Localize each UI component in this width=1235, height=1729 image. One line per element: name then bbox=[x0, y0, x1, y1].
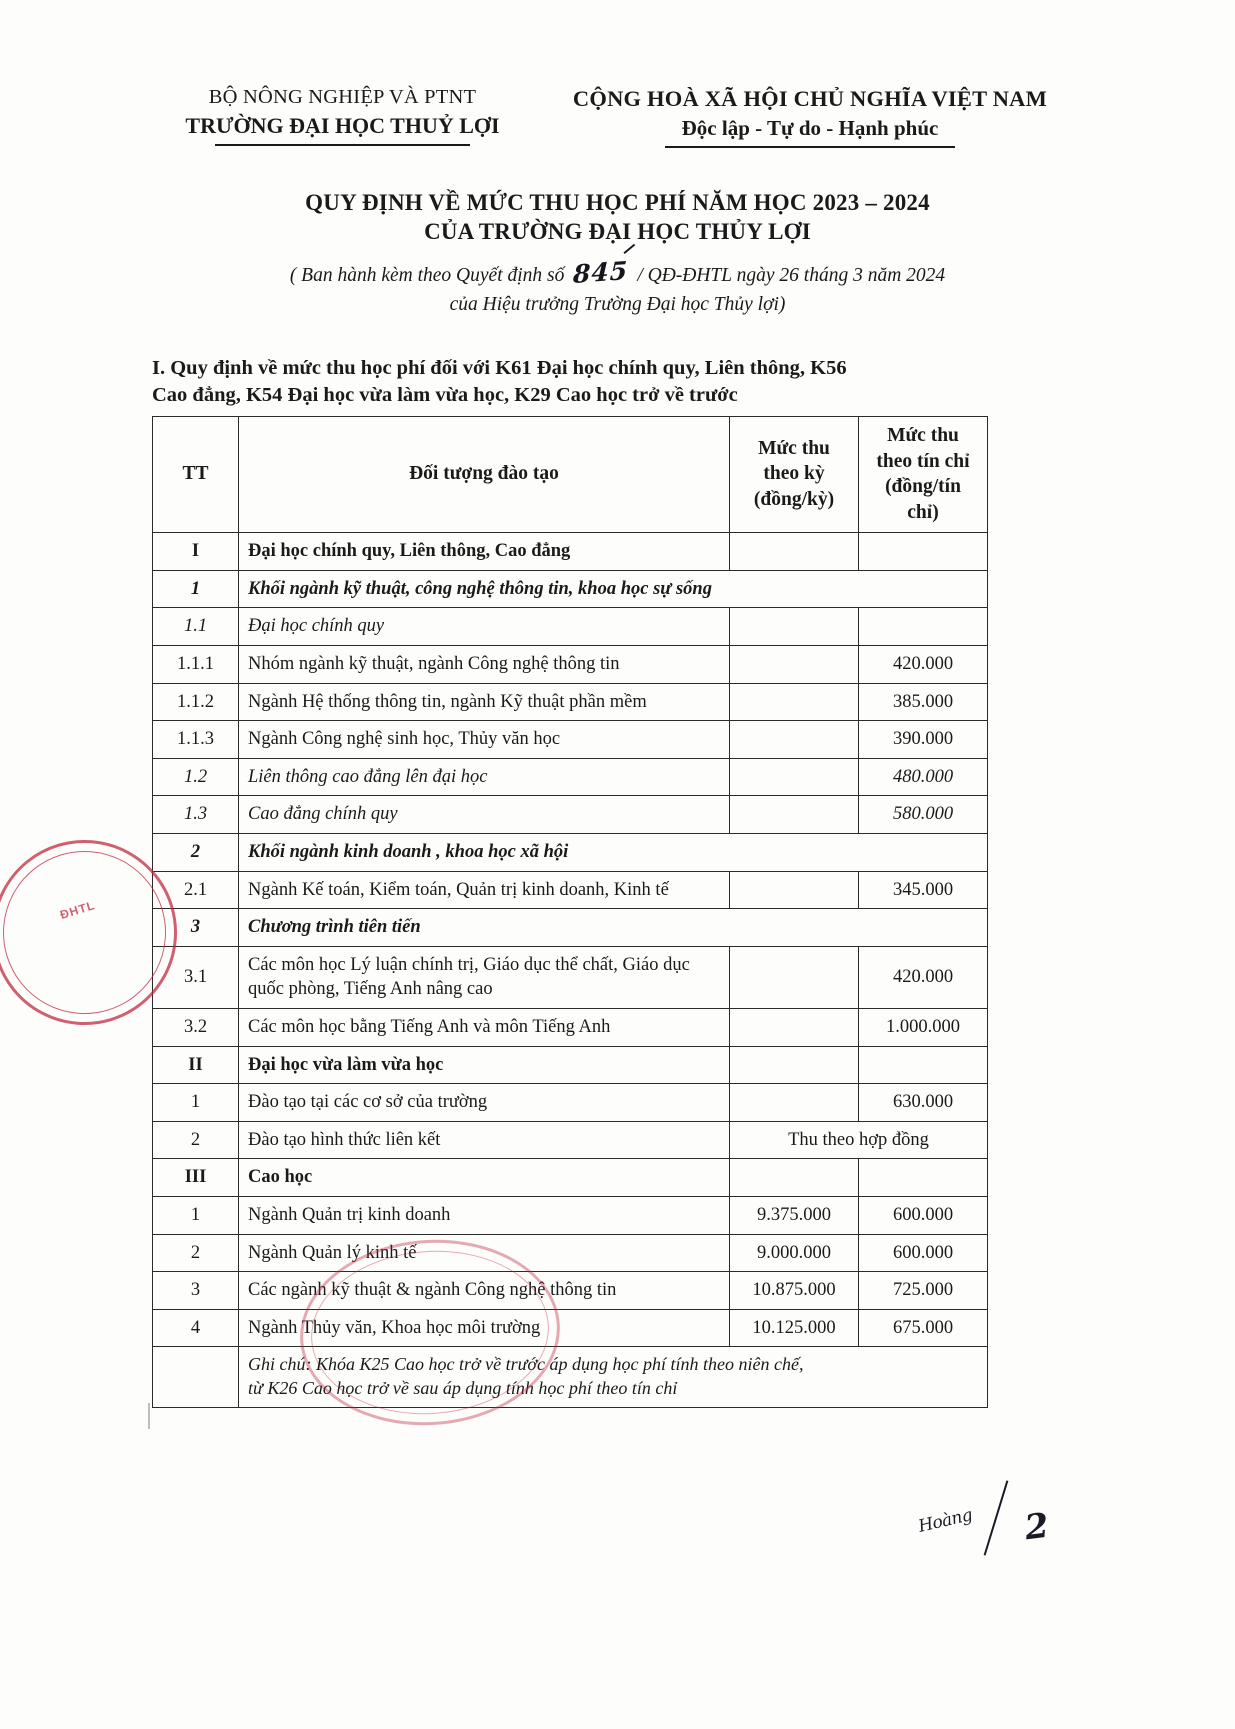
per-credit-line2: theo tín chỉ bbox=[876, 450, 970, 472]
table-row bbox=[153, 1009, 988, 1047]
cell-fee-per-credit: 420.000 bbox=[859, 646, 988, 684]
cell-object: Các môn học bằng Tiếng Anh và môn Tiếng Anh bbox=[239, 1009, 730, 1047]
cell-object: Nhóm ngành kỹ thuật, ngành Công nghệ thông tin bbox=[239, 646, 730, 684]
cell-object: Đào tạo tại các cơ sở của trường bbox=[239, 1084, 730, 1122]
cell-fee-per-credit: 390.000 bbox=[859, 721, 988, 759]
table-row bbox=[153, 946, 988, 1008]
cell-fee-per-credit bbox=[859, 608, 988, 646]
cell-tt: I bbox=[153, 533, 239, 571]
cell-ghi-chu-note bbox=[239, 1347, 988, 1408]
table-row bbox=[153, 721, 988, 759]
handwritten-signature: Hoàng bbox=[916, 1505, 975, 1537]
table-row bbox=[153, 683, 988, 721]
table-row bbox=[153, 871, 988, 909]
header-rule-left bbox=[215, 144, 470, 146]
table-row bbox=[153, 1084, 988, 1122]
cell-fee-per-credit: 345.000 bbox=[859, 871, 988, 909]
table-row bbox=[153, 1196, 988, 1234]
country-name: CỘNG HOÀ XÃ HỘI CHỦ NGHĨA VIỆT NAM bbox=[572, 86, 1048, 111]
cell-object: Khối ngành kỹ thuật, công nghệ thông tin, khoa học sự sống bbox=[239, 570, 988, 608]
cell-tt: 1.1.1 bbox=[153, 646, 239, 684]
table-row bbox=[153, 1159, 988, 1197]
cell-tt: II bbox=[153, 1046, 239, 1084]
document-title-line2: CỦA TRƯỜNG ĐẠI HỌC THỦY LỢI bbox=[424, 219, 811, 245]
per-term-line1: Mức thu bbox=[758, 437, 830, 459]
table-row bbox=[153, 758, 988, 796]
cell-fee-per-term bbox=[730, 1046, 859, 1084]
cell-fee-per-credit: 600.000 bbox=[859, 1234, 988, 1272]
fee-table-head bbox=[153, 416, 988, 533]
cell-fee-per-term bbox=[730, 608, 859, 646]
cell-fee-per-term bbox=[730, 1009, 859, 1047]
ministry-block bbox=[150, 86, 535, 148]
cell-object: Khối ngành kinh doanh , khoa học xã hội bbox=[239, 834, 988, 872]
cell-tt: 1 bbox=[153, 570, 239, 608]
table-row bbox=[153, 909, 988, 947]
table-row bbox=[153, 533, 988, 571]
fee-table bbox=[152, 416, 988, 1409]
cell-fee-per-term bbox=[730, 533, 859, 571]
cell-tt: 1.3 bbox=[153, 796, 239, 834]
cell-fee-per-credit: 385.000 bbox=[859, 683, 988, 721]
cell-fee-per-term bbox=[730, 796, 859, 834]
cell-tt: 1.1 bbox=[153, 608, 239, 646]
handwritten-slash-mark bbox=[983, 1480, 1008, 1555]
cell-object: Đại học vừa làm vừa học bbox=[239, 1046, 730, 1084]
cell-object: Đại học chính quy bbox=[239, 608, 730, 646]
cell-tt: 3 bbox=[153, 1272, 239, 1310]
cell-fee-per-credit: 600.000 bbox=[859, 1196, 988, 1234]
per-term-unit: (đồng/kỳ) bbox=[753, 489, 835, 511]
cell-object: Ngành Quản lý kinh tế bbox=[239, 1234, 730, 1272]
cell-object: Ngành Kế toán, Kiểm toán, Quản trị kinh doanh, Kinh tế bbox=[239, 871, 730, 909]
document-subtitle bbox=[150, 255, 1085, 318]
cell-tt: 2 bbox=[153, 834, 239, 872]
cell-fee-per-credit: 480.000 bbox=[859, 758, 988, 796]
table-row bbox=[153, 1272, 988, 1310]
cell-tt: 1 bbox=[153, 1196, 239, 1234]
cell-object: Đại học chính quy, Liên thông, Cao đẳng bbox=[239, 533, 730, 571]
col-header-tt: TT bbox=[153, 416, 239, 533]
ministry-name: BỘ NÔNG NGHIỆP VÀ PTNT bbox=[208, 86, 477, 108]
cell-object: Ngành Quản trị kinh doanh bbox=[239, 1196, 730, 1234]
university-name: TRƯỜNG ĐẠI HỌC THUỶ LỢI bbox=[185, 113, 500, 138]
cell-tt: 3.1 bbox=[153, 946, 239, 1008]
handwritten-page-number: 2 bbox=[1022, 1505, 1052, 1549]
cell-fee-per-term bbox=[730, 646, 859, 684]
table-row bbox=[153, 1234, 988, 1272]
national-motto: Độc lập - Tự do - Hạnh phúc bbox=[681, 116, 939, 140]
cell-fee-per-term bbox=[730, 683, 859, 721]
per-credit-unit: (đồng/tín chỉ) bbox=[885, 476, 961, 524]
cell-fee-per-term bbox=[730, 758, 859, 796]
decision-suffix: / QĐ-ĐHTL ngày 26 tháng 3 năm 2024 bbox=[637, 265, 946, 287]
cell-fee-per-credit: 675.000 bbox=[859, 1309, 988, 1347]
header-rule-right bbox=[665, 146, 955, 148]
table-row bbox=[153, 1309, 988, 1347]
cell-tt: 1.1.2 bbox=[153, 683, 239, 721]
cell-object: Ngành Thủy văn, Khoa học môi trường bbox=[239, 1309, 730, 1347]
table-row bbox=[153, 834, 988, 872]
cell-fee-per-credit: 725.000 bbox=[859, 1272, 988, 1310]
table-row bbox=[153, 608, 988, 646]
cell-tt: III bbox=[153, 1159, 239, 1197]
cell-fee-per-term: 9.000.000 bbox=[730, 1234, 859, 1272]
handwritten-decision-number: 845 bbox=[569, 253, 633, 293]
cell-fee-per-term: 9.375.000 bbox=[730, 1196, 859, 1234]
cell-tt: 2.1 bbox=[153, 871, 239, 909]
margin-tick-mark bbox=[148, 1403, 150, 1429]
cell-fee-per-term bbox=[730, 946, 859, 1008]
per-credit-line1: Mức thu bbox=[887, 424, 959, 446]
cell-note-blank bbox=[153, 1347, 239, 1408]
note-line1: Ghi chú: Khóa K25 Cao học trở về trước áp dụng học phí tính theo niên chế, bbox=[248, 1354, 804, 1375]
cell-fee-per-credit: 1.000.000 bbox=[859, 1009, 988, 1047]
cell-fee-per-credit: 420.000 bbox=[859, 946, 988, 1008]
cell-fee-per-term bbox=[730, 1159, 859, 1197]
cell-tt: 1.2 bbox=[153, 758, 239, 796]
national-motto-block bbox=[535, 86, 1085, 148]
cell-fee-per-term bbox=[730, 1084, 859, 1122]
fee-table-body bbox=[153, 533, 988, 1408]
cell-object: Chương trình tiên tiến bbox=[239, 909, 988, 947]
document-title-line1: QUY ĐỊNH VỀ MỨC THU HỌC PHÍ NĂM HỌC 2023 – 2024 bbox=[305, 189, 930, 215]
cell-fee-per-term: 10.125.000 bbox=[730, 1309, 859, 1347]
cell-fee-per-term bbox=[730, 871, 859, 909]
cell-object: Các ngành kỹ thuật & ngành Công nghệ thông tin bbox=[239, 1272, 730, 1310]
cell-fee-per-credit bbox=[859, 533, 988, 571]
cell-tt: 4 bbox=[153, 1309, 239, 1347]
section-heading-line1: I. Quy định về mức thu học phí đối với K61 Đại học chính quy, Liên thông, K56 bbox=[152, 356, 847, 379]
table-header-row bbox=[153, 416, 988, 533]
cell-tt: 3 bbox=[153, 909, 239, 947]
cell-object: Ngành Công nghệ sinh học, Thủy văn học bbox=[239, 721, 730, 759]
col-header-object: Đối tượng đào tạo bbox=[239, 416, 730, 533]
section-heading bbox=[0, 355, 1235, 410]
cell-fee-per-term: 10.875.000 bbox=[730, 1272, 859, 1310]
note-line2: từ K26 Cao học trở về sau áp dụng tính học phí theo tín chỉ bbox=[248, 1378, 678, 1399]
col-header-per-credit bbox=[859, 416, 988, 533]
cell-tt: 3.2 bbox=[153, 1009, 239, 1047]
table-row bbox=[153, 646, 988, 684]
issuer-line: của Hiệu trưởng Trường Đại học Thủy lợi) bbox=[449, 293, 786, 315]
cell-tt: 2 bbox=[153, 1234, 239, 1272]
table-row bbox=[153, 570, 988, 608]
cell-fee-per-credit: 580.000 bbox=[859, 796, 988, 834]
title-block bbox=[0, 188, 1235, 319]
cell-fee-per-credit bbox=[859, 1046, 988, 1084]
cell-object: Cao học bbox=[239, 1159, 730, 1197]
cell-tt: 2 bbox=[153, 1121, 239, 1159]
cell-object: Liên thông cao đẳng lên đại học bbox=[239, 758, 730, 796]
cell-object: Ngành Hệ thống thông tin, ngành Kỹ thuật phần mềm bbox=[239, 683, 730, 721]
cell-object: Đào tạo hình thức liên kết bbox=[239, 1121, 730, 1159]
cell-object: Cao đẳng chính quy bbox=[239, 796, 730, 834]
table-row bbox=[153, 1121, 988, 1159]
cell-fee-per-credit: 630.000 bbox=[859, 1084, 988, 1122]
table-row bbox=[153, 796, 988, 834]
cell-fee-per-term bbox=[730, 721, 859, 759]
cell-object: Các môn học Lý luận chính trị, Giáo dục thể chất, Giáo dục quốc phòng, Tiếng Anh nâng cao bbox=[239, 946, 730, 1008]
fee-table-wrap bbox=[0, 416, 1235, 1409]
table-note-row bbox=[153, 1347, 988, 1408]
document-header bbox=[0, 0, 1235, 148]
seal-label: ĐHTL bbox=[58, 898, 97, 922]
cell-tt: 1 bbox=[153, 1084, 239, 1122]
cell-span-value: Thu theo hợp đồng bbox=[730, 1121, 988, 1159]
decision-prefix: ( Ban hành kèm theo Quyết định số bbox=[289, 265, 565, 287]
decision-reference-line bbox=[150, 255, 1085, 291]
cell-tt: 1.1.3 bbox=[153, 721, 239, 759]
section-heading-line2: Cao đẳng, K54 Đại học vừa làm vừa học, K29 Cao học trở về trước bbox=[152, 384, 738, 407]
per-term-line2: theo kỳ bbox=[763, 463, 825, 485]
table-row bbox=[153, 1046, 988, 1084]
col-header-per-term bbox=[730, 416, 859, 533]
cell-fee-per-credit bbox=[859, 1159, 988, 1197]
